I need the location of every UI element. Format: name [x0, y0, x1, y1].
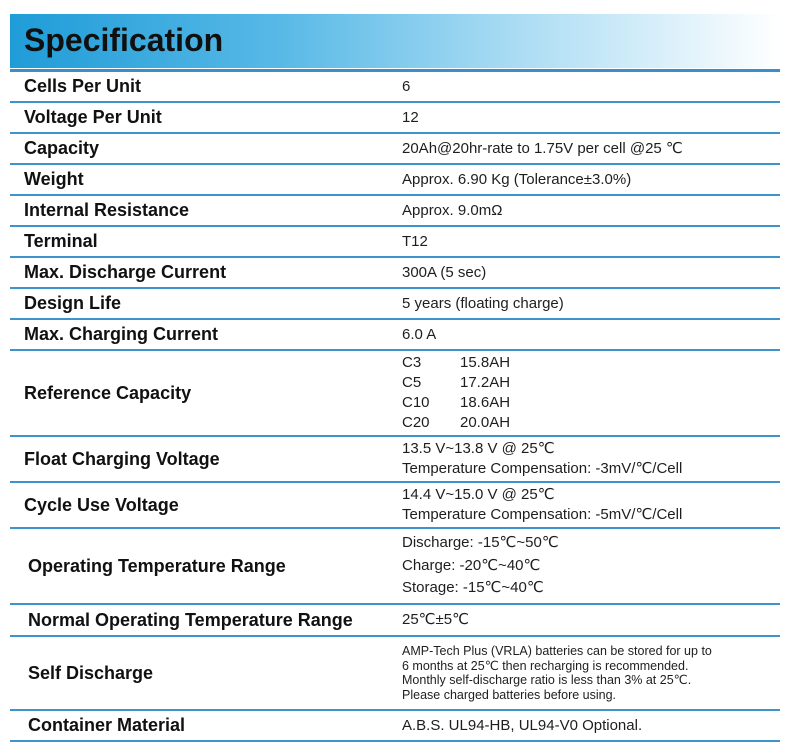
capacity-rate: C5 [402, 374, 422, 391]
spec-label: Internal Resistance [24, 200, 190, 220]
spec-value-line: Charge: -20℃~40℃ [402, 556, 541, 574]
spec-label: Container Material [28, 715, 186, 735]
spec-value [400, 485, 780, 525]
spec-value [400, 532, 780, 600]
spec-value: 300A (5 sec) [402, 263, 487, 281]
spec-value-line: Temperature Compensation: -5mV/℃/Cell [402, 506, 683, 523]
spec-value: Approx. 6.90 Kg (Tolerance±3.0%) [402, 170, 632, 188]
spec-row-self-discharge [10, 637, 780, 711]
capacity-value: 15.8AH [460, 354, 511, 371]
spec-row-internal-resistance [10, 196, 780, 227]
spec-label: Design Life [24, 293, 122, 313]
spec-label: Float Charging Voltage [24, 448, 220, 469]
spec-row-cells-per-unit [10, 72, 780, 103]
spec-row-normal-operating-temperature-range [10, 605, 780, 637]
spec-value [400, 644, 780, 702]
capacity-line [402, 373, 780, 393]
capacity-rate: C10 [402, 394, 430, 411]
capacity-value: 17.2AH [460, 374, 511, 391]
spec-label: Cycle Use Voltage [24, 494, 179, 515]
spec-row-max-charging-current [10, 320, 780, 351]
specification-table [10, 69, 780, 742]
spec-value: 12 [402, 108, 419, 126]
spec-row-voltage-per-unit [10, 103, 780, 134]
header-banner [10, 14, 780, 68]
spec-row-capacity [10, 134, 780, 165]
spec-value-line: Storage: -15℃~40℃ [402, 579, 544, 597]
spec-value: A.B.S. UL94-HB, UL94-V0 Optional. [402, 716, 643, 734]
spec-value: 5 years (floating charge) [402, 294, 564, 312]
spec-label: Voltage Per Unit [24, 107, 162, 127]
capacity-line [402, 353, 780, 373]
spec-label: Normal Operating Temperature Range [28, 609, 353, 630]
spec-value-line: 13.5 V~13.8 V @ 25℃ [402, 440, 555, 457]
spec-label: Reference Capacity [24, 382, 192, 403]
spec-value: 20Ah@20hr-rate to 1.75V per cell @25 ℃ [402, 139, 683, 157]
spec-value-line: 14.4 V~15.0 V @ 25℃ [402, 486, 555, 503]
spec-value: 25℃±5℃ [402, 611, 469, 628]
capacity-value: 20.0AH [460, 414, 511, 431]
spec-row-cycle-use-voltage [10, 483, 780, 529]
spec-row-reference-capacity [10, 351, 780, 437]
spec-value [400, 439, 780, 479]
spec-label: Max. Discharge Current [24, 262, 227, 282]
spec-label: Weight [24, 169, 84, 189]
capacity-rate: C3 [402, 354, 422, 371]
spec-value: 6.0 A [402, 325, 437, 343]
spec-row-container-material [10, 711, 780, 742]
spec-value: T12 [402, 232, 428, 250]
spec-value-line: Please charged batteries before using. [402, 687, 617, 702]
spec-value [400, 353, 780, 433]
spec-value-line: Monthly self-discharge ratio is less than 3% at 25℃. [402, 673, 692, 687]
spec-value-line: Temperature Compensation: -3mV/℃/Cell [402, 460, 683, 477]
spec-label: Max. Charging Current [24, 324, 219, 344]
spec-value-line: 6 months at 25℃ then recharging is recommended. [402, 658, 689, 673]
spec-value-line: Discharge: -15℃~50℃ [402, 534, 559, 552]
capacity-value: 18.6AH [460, 394, 511, 411]
spec-row-max-discharge-current [10, 258, 780, 289]
spec-value: Approx. 9.0mΩ [402, 201, 503, 219]
spec-label: Terminal [24, 231, 98, 251]
spec-value: 6 [402, 77, 411, 95]
page-title: Specification [24, 22, 224, 58]
capacity-line [402, 393, 780, 413]
spec-row-terminal [10, 227, 780, 258]
capacity-rate: C20 [402, 414, 430, 431]
spec-value-line: AMP-Tech Plus (VRLA) batteries can be stored for up to [402, 644, 712, 658]
spec-label: Capacity [24, 138, 100, 158]
spec-label: Operating Temperature Range [28, 555, 286, 576]
spec-row-weight [10, 165, 780, 196]
spec-row-float-charging-voltage [10, 437, 780, 483]
spec-row-operating-temperature-range [10, 529, 780, 605]
spec-label: Cells Per Unit [24, 76, 142, 96]
spec-row-design-life [10, 289, 780, 320]
spec-label: Self Discharge [28, 662, 154, 683]
capacity-line [402, 413, 780, 433]
